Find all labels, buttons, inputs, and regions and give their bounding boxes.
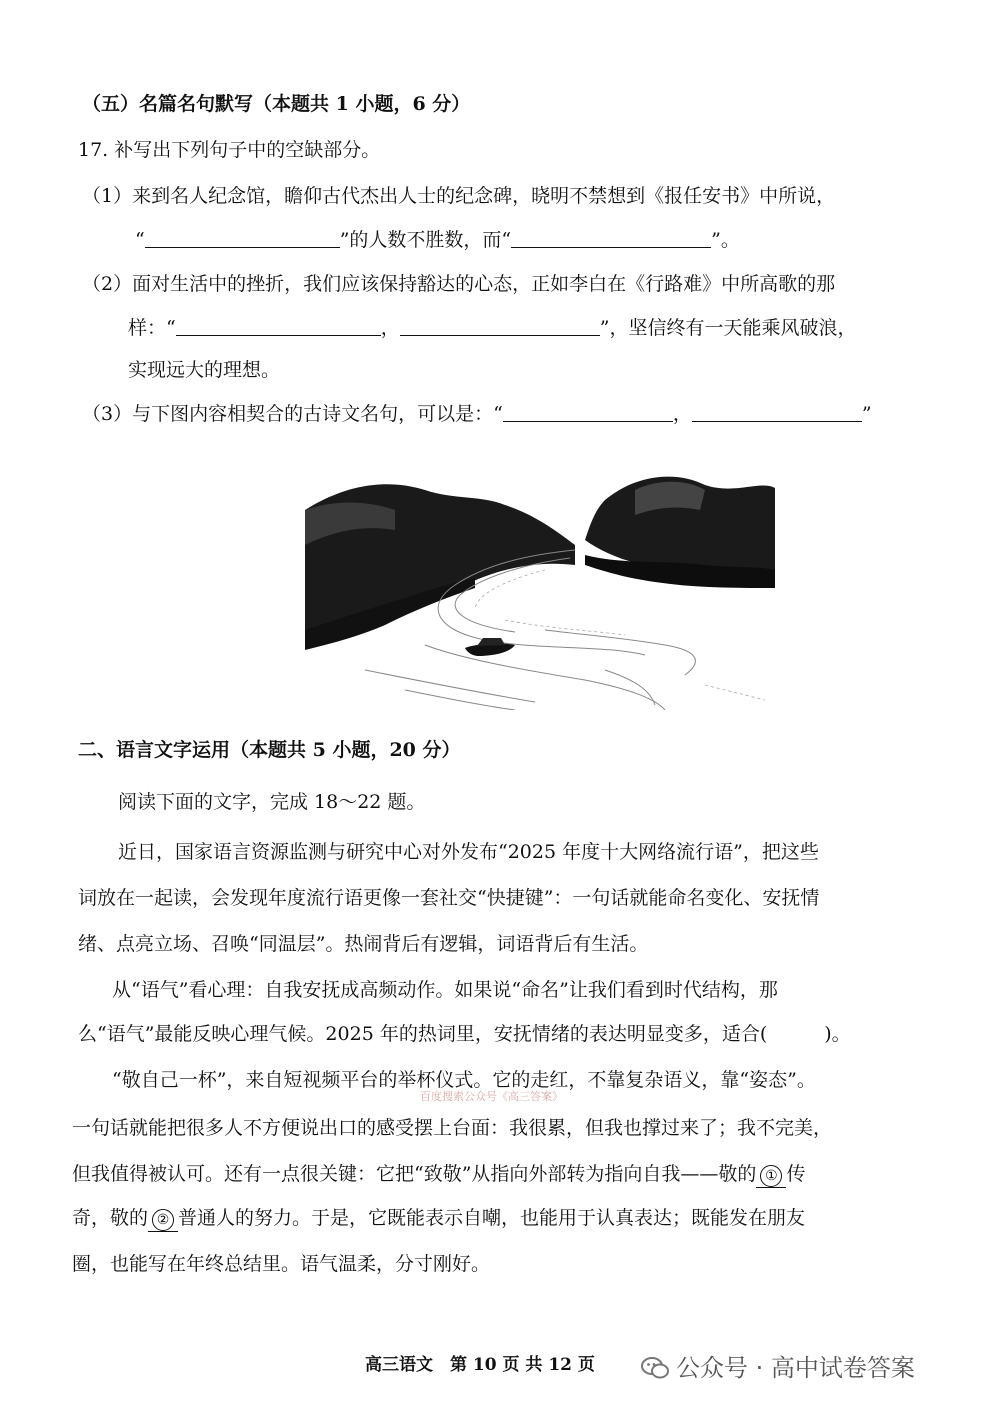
answer-blank-6[interactable] bbox=[692, 403, 862, 422]
answer-blank-5[interactable] bbox=[503, 403, 673, 422]
item2-line3: 实现远大的理想。 bbox=[128, 359, 281, 381]
brand-label bbox=[640, 1348, 915, 1383]
circled-number-2: ② bbox=[152, 1209, 174, 1231]
para3-line3 bbox=[72, 1162, 805, 1188]
para2-line2: 么“语气”最能反映心理气候。2025 年的热词里，安抚情绪的表达明显变多，适合( )。 bbox=[78, 1023, 851, 1045]
item1-line2 bbox=[135, 228, 740, 252]
para1-line3: 绪、点亮立场、召唤“同温层”。热闹背后有逻辑，词语背后有生活。 bbox=[78, 933, 649, 955]
item3-line bbox=[82, 402, 872, 426]
para3-line5: 圈，也能写在年终总结里。语气温柔，分寸刚好。 bbox=[72, 1253, 491, 1275]
answer-blank-4[interactable] bbox=[400, 317, 600, 336]
page-number-info: 高三语文 第 10 页 共 12 页 bbox=[365, 1355, 595, 1375]
watermark-text: 百度搜索公众号《高三答案》 bbox=[420, 1090, 563, 1103]
quote-open: “ bbox=[135, 229, 145, 251]
section5-title: （五）名篇名句默写（本题共 1 小题，6 分） bbox=[82, 93, 471, 115]
para3-line4-start: 奇，敬的 bbox=[72, 1207, 149, 1229]
para2-line1: 从“语气”看心理：自我安抚成高频动作。如果说“命名”让我们看到时代结构，那 bbox=[112, 979, 778, 1001]
item2-prefix: 样：“ bbox=[128, 317, 176, 339]
para3-line1: “敬自己一杯”，来自短视频平台的举杯仪式。它的走红，不靠复杂语义，靠“姿态”。 bbox=[112, 1069, 816, 1091]
blank-marker-2 bbox=[148, 1206, 178, 1232]
para3-line4 bbox=[72, 1206, 805, 1232]
item2-suffix: ”，坚信终有一天能乘风破浪， bbox=[599, 317, 857, 339]
item3-comma: ， bbox=[672, 403, 692, 425]
para3-line4-text: 普通人的努力。于是，它既能表示自嘲，也能用于认真表达；既能发在朋友 bbox=[178, 1207, 806, 1229]
brand-text: 公众号 · 高中试卷答案 bbox=[676, 1354, 915, 1382]
item3-prefix: （3）与下图内容相契合的古诗文名句，可以是：“ bbox=[82, 403, 503, 425]
circled-number-1: ① bbox=[760, 1165, 782, 1187]
page-footer bbox=[0, 1348, 992, 1382]
landscape-river-illustration bbox=[305, 470, 775, 710]
wechat-icon bbox=[640, 1356, 670, 1380]
item1-mid-text: ”的人数不胜数，而“ bbox=[339, 229, 512, 251]
answer-blank-1[interactable] bbox=[145, 229, 340, 248]
item2-line2 bbox=[128, 316, 856, 340]
item2-line1: （2）面对生活中的挫折，我们应该保持豁达的心态，正如李白在《行路难》中所高歌的那 bbox=[82, 273, 836, 295]
para3-line3-end: 传 bbox=[786, 1163, 806, 1185]
section2-intro: 阅读下面的文字，完成 18～22 题。 bbox=[118, 791, 426, 813]
answer-blank-3[interactable] bbox=[176, 317, 381, 336]
answer-blank-2[interactable] bbox=[511, 229, 711, 248]
para3-line3-text: 但我值得被认可。还有一点很关键：它把“致敬”从指向外部转为指向自我——敬的 bbox=[72, 1163, 757, 1185]
para1-line1: 近日，国家语言资源监测与研究中心对外发布“2025 年度十大网络流行语”，把这些 bbox=[118, 841, 819, 863]
item2-comma: ， bbox=[380, 317, 400, 339]
item3-suffix: ” bbox=[861, 403, 872, 425]
blank-marker-1 bbox=[756, 1162, 786, 1188]
section2-title: 二、语言文字运用（本题共 5 小题，20 分） bbox=[78, 739, 461, 761]
question-17: 17. 补写出下列句子中的空缺部分。 bbox=[78, 139, 381, 161]
para3-line2: 一句话就能把很多人不方便说出口的感受摆上台面：我很累，但我也撑过来了；我不完美， bbox=[72, 1117, 833, 1139]
para1-line2: 词放在一起读，会发现年度流行语更像一套社交“快捷键”：一句话就能命名变化、安抚情 bbox=[78, 887, 820, 909]
item1-line1: （1）来到名人纪念馆，瞻仰古代杰出人士的纪念碑，晓明不禁想到《报任安书》中所说， bbox=[82, 185, 836, 207]
item1-end-text: ”。 bbox=[711, 229, 740, 251]
